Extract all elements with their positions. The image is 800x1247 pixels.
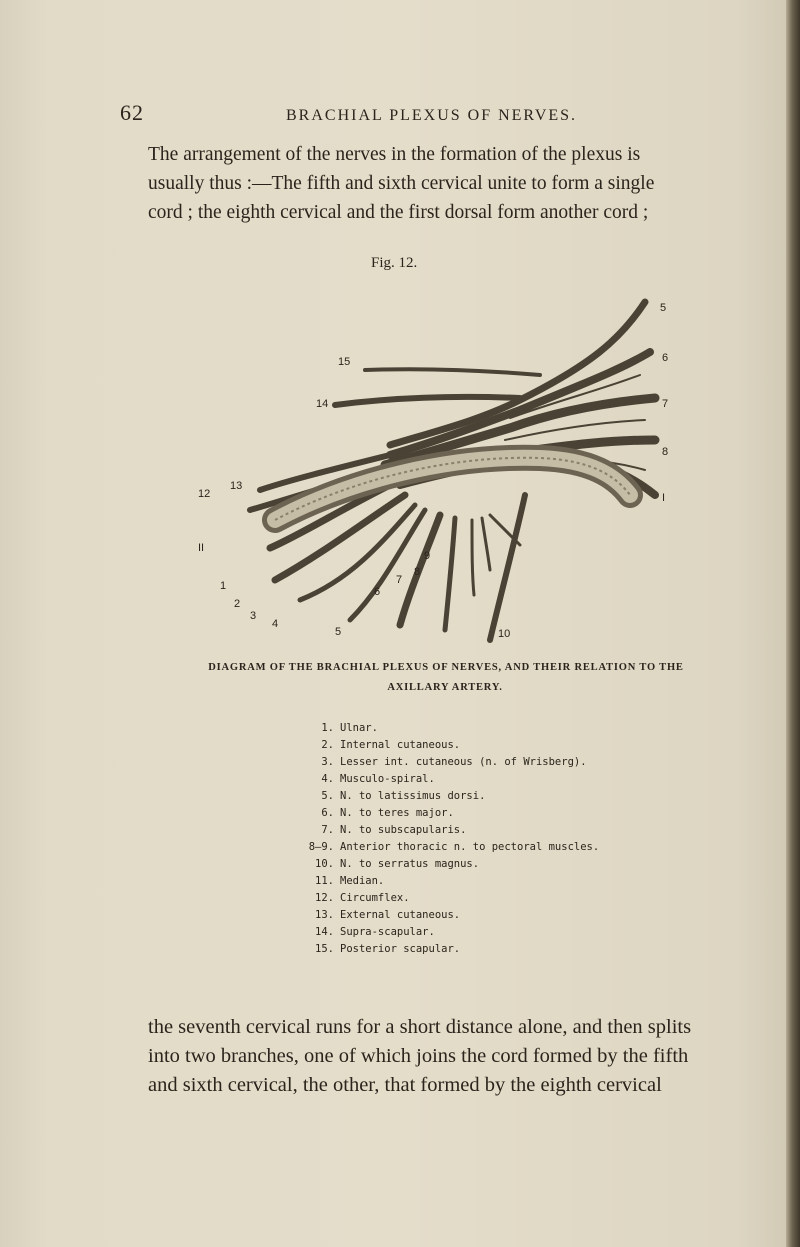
figure-caption-line-2: AXILLARY ARTERY. <box>387 682 503 693</box>
figure-number-b3: 3 <box>250 610 257 622</box>
figure-number-11: II <box>198 542 205 554</box>
figure-number-7: 7 <box>662 398 669 410</box>
intro-line: The arrangement of the nerves in the formation of the plexus is <box>148 144 641 165</box>
figure-caption-line-1: DIAGRAM OF THE BRACHIAL PLEXUS OF NERVES, AND THEIR RELATION TO THE <box>208 662 684 673</box>
legend-text: Internal cutaneous. <box>340 739 461 751</box>
legend-number: 14. <box>315 926 334 938</box>
legend-item <box>300 873 599 890</box>
nerve-posterior-scapular <box>365 369 540 375</box>
legend-text: N. to teres major. <box>340 807 454 819</box>
figure-number-b10: 10 <box>498 628 511 640</box>
brachial-plexus-figure <box>190 280 690 650</box>
figure-number-b1: 1 <box>220 580 227 592</box>
page-number: 62 <box>120 100 144 125</box>
figure-number-14: 14 <box>316 398 329 410</box>
axillary-artery-highlight <box>275 458 630 520</box>
legend-number: 8–9. <box>308 841 334 853</box>
figure-number-13: 13 <box>230 480 243 492</box>
legend-number: 11. <box>315 875 334 887</box>
legend-item <box>300 720 599 737</box>
intro-paragraph <box>148 140 688 227</box>
figure-number-15: 15 <box>338 356 351 368</box>
intro-line: cord ; the eighth cervical and the first dorsal form another cord ; <box>148 202 649 223</box>
nerve-teres-major <box>472 520 474 595</box>
legend-item <box>300 771 599 788</box>
figure-number-b4: 4 <box>272 618 279 630</box>
intro-line: usually thus :—The fifth and sixth cervical unite to form a single <box>148 173 655 194</box>
legend-item <box>300 805 599 822</box>
legend-item <box>300 822 599 839</box>
figure-number-b7: 7 <box>396 574 403 586</box>
legend-text: Lesser int. cutaneous (n. of Wrisberg). <box>340 756 587 768</box>
legend-number: 15. <box>315 943 334 955</box>
figure-number-b8: 8 <box>414 566 421 578</box>
legend-number: 10. <box>315 858 334 870</box>
closing-line: into two branches, one of which joins the cord formed by the fifth <box>148 1045 689 1067</box>
legend-number: 7. <box>321 824 334 836</box>
figure-number-b2: 2 <box>234 598 241 610</box>
legend-text: Supra-scapular. <box>340 926 435 938</box>
figure-number-12: 12 <box>198 488 211 500</box>
nerve-latissimus-dorsi <box>445 518 455 630</box>
legend-text: Ulnar. <box>340 722 378 734</box>
legend-item <box>300 924 599 941</box>
legend-number: 12. <box>315 892 334 904</box>
legend-number: 2. <box>321 739 334 751</box>
figure-label: Fig. 12. <box>371 255 418 271</box>
legend-number: 1. <box>321 722 334 734</box>
legend-text: Anterior thoracic n. to pectoral muscles. <box>340 841 600 853</box>
legend-item <box>300 890 599 907</box>
figure-legend <box>300 720 599 958</box>
closing-paragraph <box>148 1013 692 1100</box>
legend-text: N. to subscapularis. <box>340 824 467 836</box>
nerve-serratus-magnus <box>490 495 525 640</box>
figure-number-b9: 9 <box>424 550 431 562</box>
figure-number-1-dorsal: I <box>662 492 666 504</box>
legend-text: N. to serratus magnus. <box>340 858 480 870</box>
figure-number-8: 8 <box>662 446 669 458</box>
legend-number: 13. <box>315 909 334 921</box>
plexus-illustration <box>190 280 690 650</box>
legend-text: Median. <box>340 875 385 887</box>
legend-number: 3. <box>321 756 334 768</box>
legend-text: Posterior scapular. <box>340 943 461 955</box>
legend-item <box>300 754 599 771</box>
closing-line: the seventh cervical runs for a short distance alone, and then splits <box>148 1016 692 1038</box>
figure-number-6: 6 <box>662 352 669 364</box>
legend-item <box>300 941 599 958</box>
legend-item <box>300 737 599 754</box>
legend-text: External cutaneous. <box>340 909 461 921</box>
nerve-subscapularis <box>482 518 490 570</box>
legend-item <box>300 839 599 856</box>
legend-number: 5. <box>321 790 334 802</box>
legend-item <box>300 788 599 805</box>
nerve-supra-scapular <box>335 397 520 405</box>
running-head: BRACHIAL PLEXUS OF NERVES. <box>286 107 578 124</box>
legend-item <box>300 907 599 924</box>
figure-number-b6: 6 <box>374 586 381 598</box>
closing-line: and sixth cervical, the other, that formed by the eighth cervical <box>148 1074 662 1096</box>
legend-text: Musculo-spiral. <box>340 773 435 785</box>
legend-number: 6. <box>321 807 334 819</box>
page-edge-shadow <box>786 0 800 1247</box>
legend-item <box>300 856 599 873</box>
legend-text: N. to latissimus dorsi. <box>340 790 486 802</box>
legend-text: Circumflex. <box>340 892 410 904</box>
figure-number-5: 5 <box>660 302 667 314</box>
figure-number-b5: 5 <box>335 626 342 638</box>
legend-number: 4. <box>321 773 334 785</box>
